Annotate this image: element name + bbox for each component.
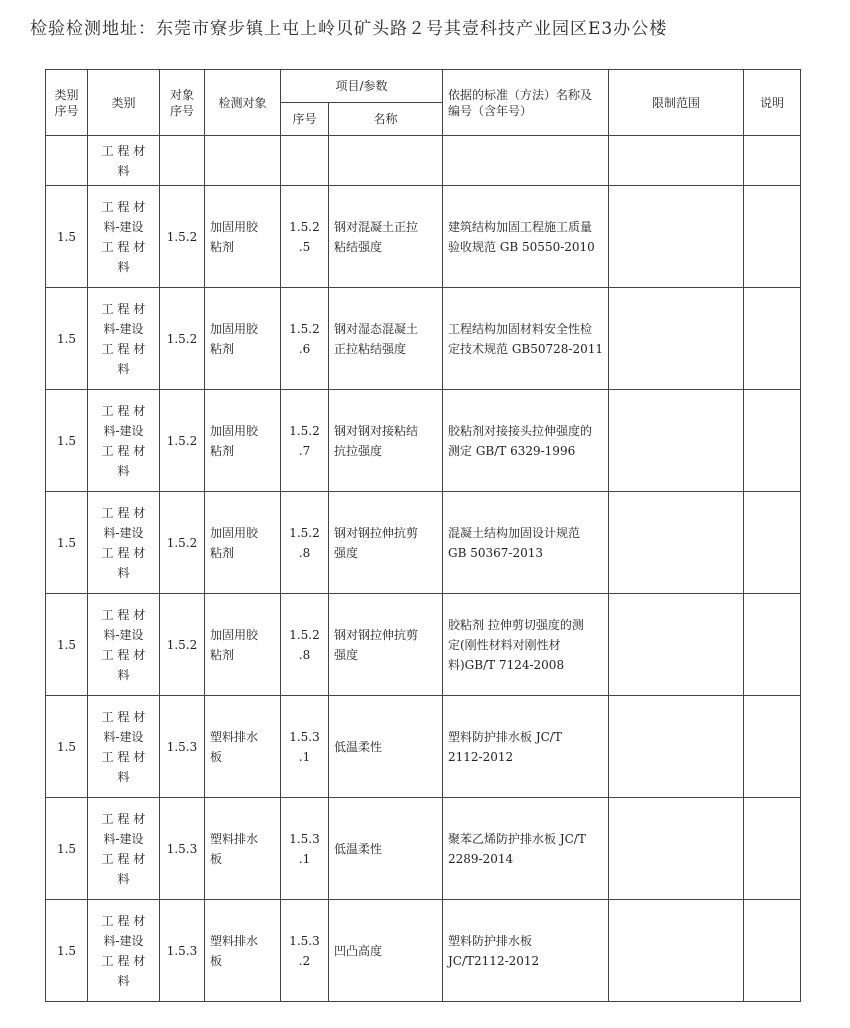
- cell-item-name: 低温柔性: [329, 696, 443, 798]
- cell-item-name: 低温柔性: [329, 798, 443, 900]
- cell-note: [744, 696, 801, 798]
- cell-object: 加固用胶 粘剂: [205, 594, 281, 696]
- cell-limit: [609, 798, 744, 900]
- cell-category-no: 1.5: [46, 186, 88, 288]
- cell-object-no: 1.5.3: [160, 798, 205, 900]
- cell-category: 工 程 材 料: [88, 136, 160, 186]
- cell-note: [744, 136, 801, 186]
- table-row: [46, 288, 801, 390]
- cell-limit: [609, 136, 744, 186]
- cell-note: [744, 288, 801, 390]
- cell-category-no: 1.5: [46, 594, 88, 696]
- cell-limit: [609, 390, 744, 492]
- cell-category-no: 1.5: [46, 288, 88, 390]
- cell-note: [744, 186, 801, 288]
- cell-note: [744, 492, 801, 594]
- cell-item-name: 钢对混凝土正拉 粘结强度: [329, 186, 443, 288]
- header-standard: 依据的标准（方法）名称及 编号（含年号）: [443, 70, 609, 136]
- cell-limit: [609, 900, 744, 1002]
- cell-object-no: 1.5.2: [160, 288, 205, 390]
- cell-standard: 建筑结构加固工程施工质量 验收规范 GB 50550-2010: [443, 186, 609, 288]
- cell-category-no: [46, 136, 88, 186]
- cell-category-no: 1.5: [46, 798, 88, 900]
- table-row: [46, 594, 801, 696]
- cell-item-no: 1.5.2 .7: [281, 390, 329, 492]
- cell-category: 工 程 材 料-建设 工 程 材 料: [88, 186, 160, 288]
- cell-category: 工 程 材 料-建设 工 程 材 料: [88, 696, 160, 798]
- cell-limit: [609, 492, 744, 594]
- test-address-heading: 检验检测地址：东莞市寮步镇上屯上岭贝矿头路２号其壹科技产业园区E3办公楼: [30, 19, 668, 39]
- header-item-no: 序号: [281, 103, 329, 136]
- table-row: [46, 900, 801, 1002]
- cell-standard: 工程结构加固材料安全性检 定技术规范 GB50728-2011: [443, 288, 609, 390]
- cell-object: 加固用胶 粘剂: [205, 186, 281, 288]
- cell-limit: [609, 594, 744, 696]
- table-row: [46, 390, 801, 492]
- cell-object-no: [160, 136, 205, 186]
- cell-object: 塑料排水 板: [205, 798, 281, 900]
- table-row-continued: [46, 136, 801, 186]
- cell-item-no: [281, 136, 329, 186]
- cell-standard: 胶粘剂 拉伸剪切强度的测 定(刚性材料对刚性材 料)GB/T 7124-2008: [443, 594, 609, 696]
- cell-object: 加固用胶 粘剂: [205, 390, 281, 492]
- cell-category-no: 1.5: [46, 696, 88, 798]
- cell-item-no: 1.5.3 .2: [281, 900, 329, 1002]
- cell-category-no: 1.5: [46, 900, 88, 1002]
- cell-category: 工 程 材 料-建设 工 程 材 料: [88, 288, 160, 390]
- cell-item-no: 1.5.2 .8: [281, 594, 329, 696]
- cell-standard: 聚苯乙烯防护排水板 JC/T 2289-2014: [443, 798, 609, 900]
- cell-item-name: [329, 136, 443, 186]
- header-item-name: 名称: [329, 103, 443, 136]
- cell-category: 工 程 材 料-建设 工 程 材 料: [88, 798, 160, 900]
- cell-item-no: 1.5.3 .1: [281, 696, 329, 798]
- table-row: [46, 696, 801, 798]
- cell-object-no: 1.5.2: [160, 186, 205, 288]
- cell-limit: [609, 186, 744, 288]
- cell-object-no: 1.5.3: [160, 696, 205, 798]
- cell-limit: [609, 696, 744, 798]
- cell-item-name: 钢对钢对接粘结 抗拉强度: [329, 390, 443, 492]
- header-object: 检测对象: [205, 70, 281, 136]
- header-category: 类别: [88, 70, 160, 136]
- cell-object: 加固用胶 粘剂: [205, 492, 281, 594]
- cell-item-name: 钢对钢拉伸抗剪 强度: [329, 492, 443, 594]
- cell-item-name: 钢对湿态混凝土 正拉粘结强度: [329, 288, 443, 390]
- cell-object-no: 1.5.2: [160, 492, 205, 594]
- cell-category: 工 程 材 料-建设 工 程 材 料: [88, 594, 160, 696]
- cell-object: 塑料排水 板: [205, 900, 281, 1002]
- cell-object: 加固用胶 粘剂: [205, 288, 281, 390]
- cell-category-no: 1.5: [46, 390, 88, 492]
- header-object-no: 对象 序号: [160, 70, 205, 136]
- cell-object-no: 1.5.2: [160, 390, 205, 492]
- cell-note: [744, 594, 801, 696]
- cell-object-no: 1.5.3: [160, 900, 205, 1002]
- table-row: [46, 492, 801, 594]
- cell-object: 塑料排水 板: [205, 696, 281, 798]
- scope-table: [45, 69, 801, 1002]
- cell-category: 工 程 材 料-建设 工 程 材 料: [88, 390, 160, 492]
- cell-item-no: 1.5.2 .5: [281, 186, 329, 288]
- cell-standard: 塑料防护排水板 JC/T2112-2012: [443, 900, 609, 1002]
- cell-standard: 塑料防护排水板 JC/T 2112-2012: [443, 696, 609, 798]
- cell-object-no: 1.5.2: [160, 594, 205, 696]
- cell-standard: [443, 136, 609, 186]
- header-category-no: 类别 序号: [46, 70, 88, 136]
- cell-item-no: 1.5.2 .8: [281, 492, 329, 594]
- cell-category-no: 1.5: [46, 492, 88, 594]
- cell-item-no: 1.5.2 .6: [281, 288, 329, 390]
- cell-item-name: 钢对钢拉伸抗剪 强度: [329, 594, 443, 696]
- table-row: [46, 186, 801, 288]
- cell-category: 工 程 材 料-建设 工 程 材 料: [88, 492, 160, 594]
- cell-limit: [609, 288, 744, 390]
- cell-note: [744, 798, 801, 900]
- cell-note: [744, 900, 801, 1002]
- cell-item-name: 凹凸高度: [329, 900, 443, 1002]
- cell-note: [744, 390, 801, 492]
- cell-item-no: 1.5.3 .1: [281, 798, 329, 900]
- header-item-param: 项目/参数: [281, 70, 443, 103]
- cell-object: [205, 136, 281, 186]
- cell-category: 工 程 材 料-建设 工 程 材 料: [88, 900, 160, 1002]
- header-limit: 限制范围: [609, 70, 744, 136]
- cell-standard: 胶粘剂对接接头拉伸强度的 测定 GB/T 6329-1996: [443, 390, 609, 492]
- table-row: [46, 798, 801, 900]
- cell-standard: 混凝土结构加固设计规范 GB 50367-2013: [443, 492, 609, 594]
- header-note: 说明: [744, 70, 801, 136]
